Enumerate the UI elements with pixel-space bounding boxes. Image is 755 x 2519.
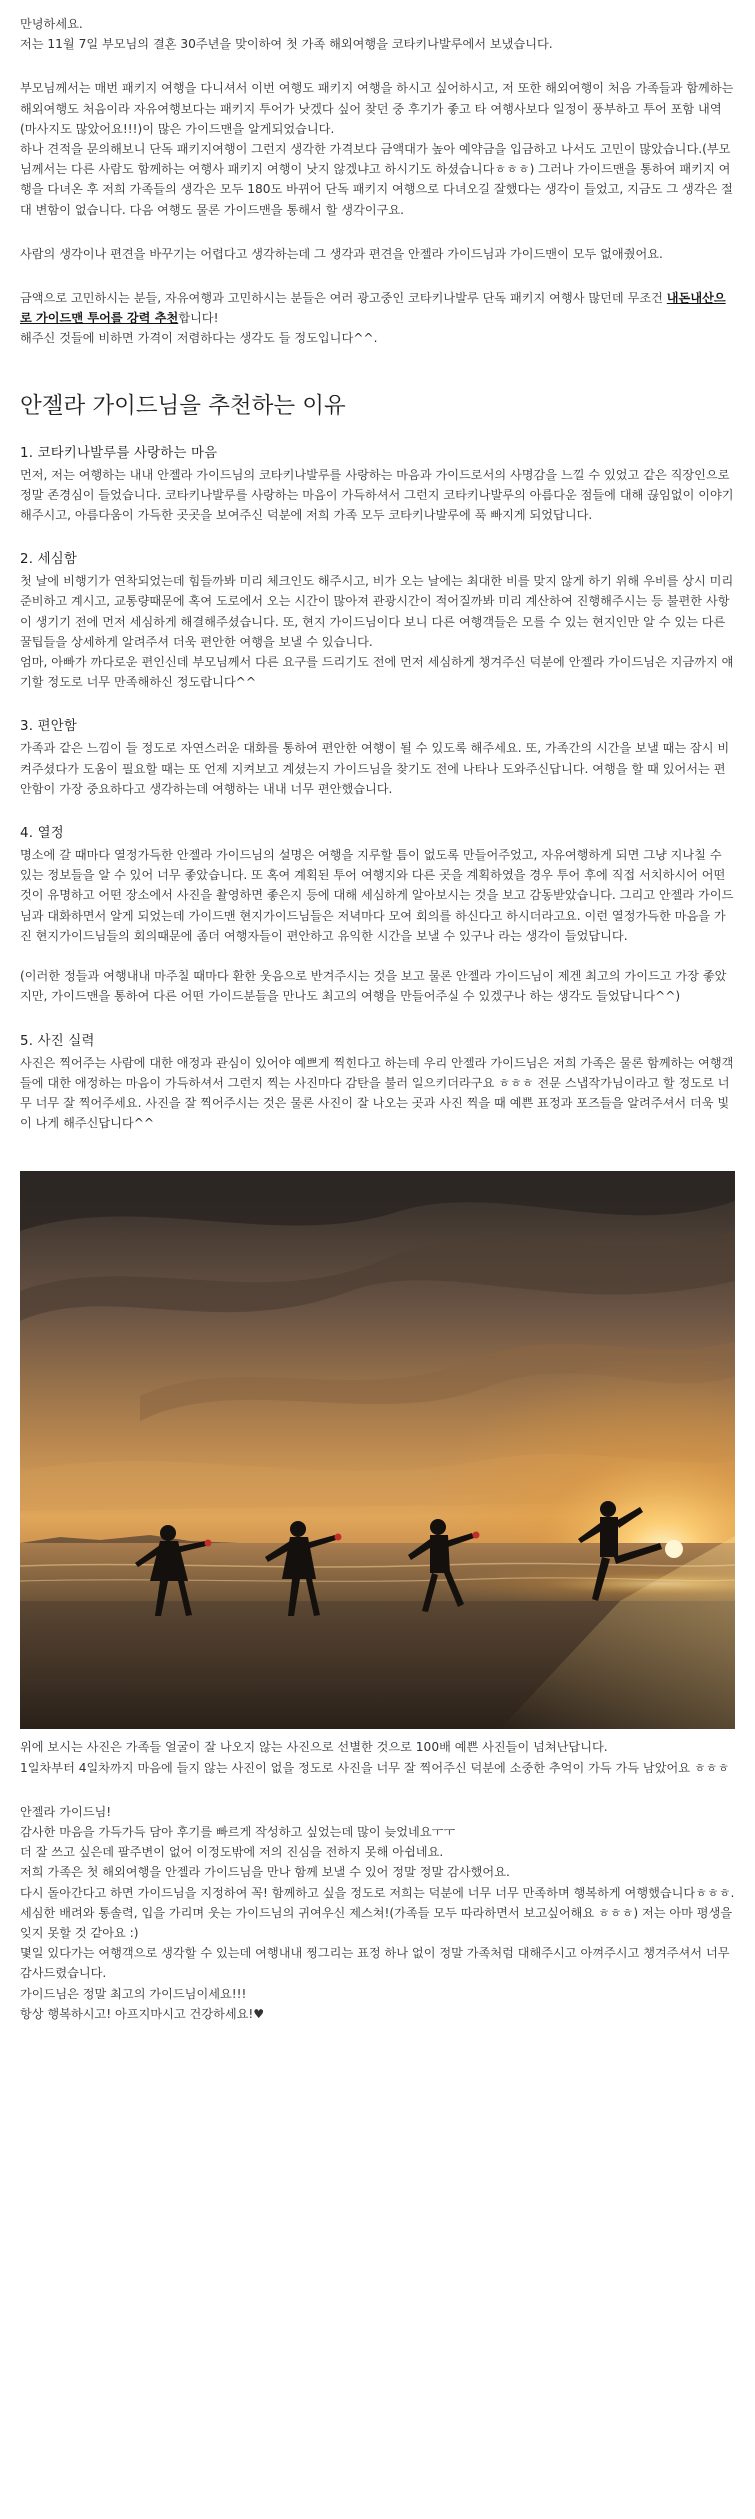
recommend-highlight: 내돈내산으로 가이드맨 투어를 강력 추천 [20, 291, 726, 326]
reason-heading: 1. 코타키나발루를 사랑하는 마음 [20, 445, 218, 461]
intro-paragraph-2: 부모님께서는 매번 패키지 여행을 다니셔서 이번 여행도 패키지 여행을 하시고 싶어하시고, 저 또한 해외여행이 처음 가족들과 함께하는 해외여행도 처음이라 자유여행보다는 패키지 투어가 낫겠다 싶어 찾던 중 후기가 좋고 타 여행사보다 일정이 풍부하고 투어 포함 내역(마사지도 많았어요!!!)이 많은 가이드맨을 알게되었습니다. [20, 81, 738, 136]
reason-5 [20, 1031, 735, 1134]
reason-body: 사진은 찍어주는 사람에 대한 애정과 관심이 있어야 예쁘게 찍힌다고 하는데 우리 안젤라 가이드님은 저희 가족은 물론 함께하는 여행객들에 대한 애정하는 마음이 가득하셔서 그런지 찍는 사진마다 감탄을 불러 일으키더라구요 ㅎㅎㅎ 전문 스냅작가님이라고 할 정도로 너무 너무 잘 찍어주세요. 사진을 잘 찍어주시는 것은 물론 사진이 잘 나오는 곳과 사진 찍을 때 예쁜 표정과 포즈들을 알려주셔서 더욱 빛이 나게 해주신답니다^^ [20, 1055, 734, 1131]
reason-extra: (이러한 정들과 여행내내 마주칠 때마다 환한 웃음으로 반겨주시는 것을 보고 물론 안젤라 가이드님이 제겐 최고의 가이드고 가장 좋았지만, 가이드맨을 통하여 다른 어떤 가이드분들을 만나도 최고의 여행을 만들어주실 수 있겠구나 하는 생각도 들었답니다^^) [20, 969, 727, 1004]
reason-3 [20, 716, 735, 799]
reason-heading: 3. 편안함 [20, 719, 78, 735]
reason-2 [20, 549, 735, 692]
reason-heading: 4. 열정 [20, 826, 64, 842]
reason-heading: 5. 사진 실력 [20, 1033, 95, 1049]
intro-line: 저는 11월 7일 부모님의 결혼 30주년을 맞이하여 첫 가족 해외여행을 코타키나발루에서 보냈습니다. [20, 37, 553, 52]
reason-body: 첫 날에 비행기가 연착되었는데 힘들까봐 미리 체크인도 해주시고, 비가 오는 날에는 최대한 비를 맞지 않게 하기 위해 우비를 상시 미리 준비하고 계시고, 교통량때문에 혹여 도로에서 오는 시간이 많아져 관광시간이 적어질까봐 미리 계산하여 진행해주시는 등 불편한 사항이 생기기 전에 먼저 세심하게 해결해주셨습니다. 또, 현지 가이드님이다 보니 다른 여행객들은 모를 수 있는 현지인만 알 수 있는 다른 꿀팁들을 상세하게 알려주셔 더욱 편안한 여행을 보낼 수 있습니다. 엄마, 아빠가 까다로운 편인신데 부모님께서 다른 요구를 드리기도 전에 먼저 세심하게 챙겨주신 덕분에 안젤라 가이드님은 지금까지 얘기할 정도로 너무 만족해하신 정도랍니다^^ [20, 574, 734, 690]
intro-paragraph-3: 하나 견적을 문의해보니 단독 패키지여행이 그런지 생각한 가격보다 금액대가 높아 예약금을 입금하고 나서도 고민이 많았습니다.(부모님께서는 다른 사람도 함께하는 여행사 패키지 여행이 낫지 않겠냐고 하시기도 하셨습니다ㅎㅎㅎ) 그러나 가이드맨을 통하여 패키지 여행을 다녀온 후 저희 가족들의 생각은 모두 180도 바뀌어 단독 패키지 여행으로 다녀오길 잘했다는 생각이 들었고, 지금도 그 생각은 절대 변함이 없습니다. 다음 여행도 물론 가이드맨을 통해서 할 생각이구요. [20, 142, 733, 217]
intro-paragraph-5-b: 합니다! [178, 311, 219, 326]
intro-paragraph-4: 사람의 생각이나 편견을 바꾸기는 어렵다고 생각하는데 그 생각과 편견을 안젤라 가이드님과 가이드맨이 모두 없애줬어요. [20, 246, 663, 261]
intro-paragraph-5-c: 해주신 것들에 비하면 가격이 저렴하다는 생각도 들 정도입니다^^. [20, 331, 378, 346]
reason-heading: 2. 세심함 [20, 552, 78, 568]
reason-4 [20, 823, 735, 1006]
reason-body: 가족과 같은 느낌이 들 정도로 자연스러운 대화를 통하여 편안한 여행이 될 수 있도록 해주세요. 또, 가족간의 시간을 보낼 때는 잠시 비켜주셨다가 도움이 필요할 때는 또 언제 지켜보고 계셨는지 가이드님을 찾기도 전에 나타나 도와주신답니다. 여행을 할 때 있어서는 편안함이 가장 중요하다고 생각하는데 여행하는 내내 너무 편안했습니다. [20, 741, 730, 796]
sunset-beach-photo [20, 1171, 735, 1729]
section-title: 안젤라 가이드님을 추천하는 이유 [20, 392, 346, 419]
reason-body: 먼저, 저는 여행하는 내내 안젤라 가이드님의 코타키나발루를 사랑하는 마음과 가이드로서의 사명감을 느낄 수 있었고 같은 직장인으로 정말 존경심이 들었습니다. 코타키나발루를 사랑하는 마음이 가득하셔서 그런지 코타키나발루의 아름다운 점들에 대해 끊임없이 이야기해주시고, 아름다움이 가득한 곳곳을 보여주신 덕분에 저희 가족 모두 코타키나발루에 푹 빠지게 되었답니다. [20, 467, 734, 523]
reason-body: 명소에 갈 때마다 열정가득한 안젤라 가이드님의 설명은 여행을 지루할 틈이 없도록 만들어주었고, 자유여행하게 되면 그냥 지나칠 수 있는 정보들을 알 수 있어 너무 좋았습니다. 또 혹여 계획된 투어 여행지와 다른 곳을 계획하였을 경우 투어 후에 직접 서치하시어 어떤 것이 유명하고 어떤 장소에서 사진을 촬영하면 좋은지 등에 대해 세심하게 알아보시는 것을 보고 감동받았습니다. 그리고 안젤라 가이드님과 대화하면서 알게 되었는데 가이드맨 현지가이드님들은 저녁마다 모여 회의를 하신다고 하시더라고요. 이런 열정가득한 마음을 가진 현지가이드님들의 회의때문에 좀더 여행자들이 편안하고 유익한 시간을 보낼 수 있구나 라는 생각이 들었답니다. [20, 848, 734, 943]
closing-message: 안젤라 가이드님! 감사한 마음을 가득가득 담아 후기를 빠르게 작성하고 싶었는데 많이 늦었네요ㅜㅜ 더 잘 쓰고 싶은데 팔주변이 없어 이정도밖에 저의 진심을 전하지 못해 아쉽네요. 저희 가족은 첫 해외여행을 안젤라 가이드님을 만나 함께 보낼 수 있어 정말 정말 감사했어요. 다시 돌아간다고 하면 가이드님을 지정하여 꼭! 함께하고 싶을 정도로 저희는 덕분에 너무 너무 만족하며 행복하게 여행했습니다ㅎㅎㅎ. 세심한 배려와 통솔력, 입을 가리며 웃는 가이드님의 귀여우신 제스쳐!(가족들 모두 따라하면서 보고싶어해요 ㅎㅎㅎ) 저는 아마 평생을 잊지 못할 것 같아요 :) 몇일 있다가는 여행객으로 생각할 수 있는데 여행내내 찡그리는 표정 하나 없이 정말 가족처럼 대해주시고 아껴주시고 챙겨주셔서 너무 감사드렸습니다. 가이드님은 정말 최고의 가이드님이세요!!! 항상 행복하시고! 아프지마시고 건강하세요!♥ [20, 1804, 735, 2021]
review-article [20, 0, 738, 2024]
greeting: 만녕하세요. [20, 17, 83, 31]
intro-paragraph-5 [20, 288, 735, 328]
photo-caption: 위에 보시는 사진은 가족들 얼굴이 잘 나오지 않는 사진으로 선별한 것으로 100배 예쁜 사진들이 넘쳐난답니다. 1일차부터 4일차까지 마음에 들지 않는 사진이 없을 정도로 사진을 너무 잘 찍어주신 덕분에 소중한 추억이 가득 가득 남았어요 ㅎㅎㅎ [20, 1740, 730, 1775]
reason-1 [20, 443, 735, 526]
intro-paragraph-5-a: 금액으로 고민하시는 분들, 자유여행과 고민하시는 분들은 여러 광고중인 코타키나발루 단독 패키지 여행사 많던데 무조건 [20, 291, 667, 306]
